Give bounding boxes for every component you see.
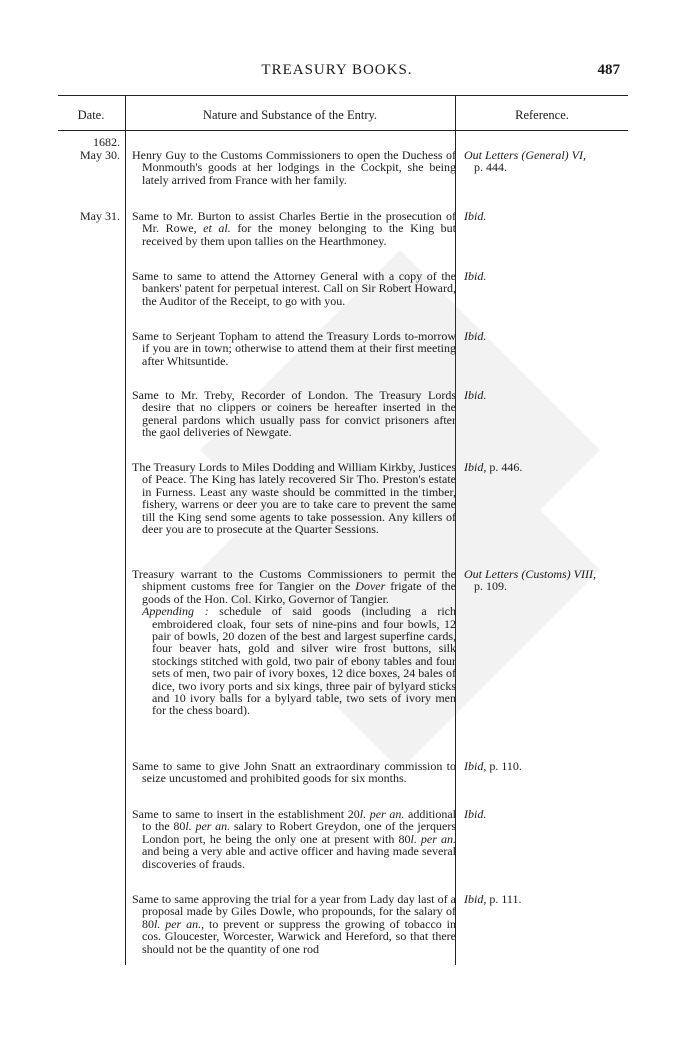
table-top-rule bbox=[58, 95, 628, 96]
column-header-reference: Reference. bbox=[515, 108, 569, 122]
entry-reference bbox=[464, 330, 634, 342]
entry-reference bbox=[464, 760, 634, 772]
entry-text-italic: per an. bbox=[191, 819, 231, 834]
entry-date: May 30. bbox=[80, 148, 120, 162]
entry-text: Same to same to give John Snatt an extraordinary commission to seize uncustomed and prohibited goods for six months. bbox=[132, 759, 456, 786]
entry-reference bbox=[464, 270, 634, 282]
entry-year: 1682. bbox=[93, 135, 120, 149]
appending-text: schedule of said goods (including a rich embroidered cloak, four sets of nine-pins and four bowls, 12 pair of bowls, 20 dozen of the best and largest superfine cards, four beaver hats, gold and silver wire frost buttons, silk stockings stitched with gold, two pair of ebony tables and four sets of men, two pair of ivory boxes, 12 dice boxes, 24 bales of dice, two ivory ports and six kings, three pair of bylyard sticks and 10 ivory balls for a bylyard table, two sets of ivory men for the chess board). bbox=[152, 604, 456, 718]
entry-text-part: salary to Robert Greydon, one of the jerquers London port, he being the only one at present with 80 bbox=[142, 819, 457, 846]
entry-text: Henry Guy to the Customs Commissioners to open the Duchess of Monmouth's goods at her lodgings in the Cockpit, she being lately arrived from France with her family. bbox=[132, 148, 456, 187]
reference-ibid: Ibid, bbox=[464, 892, 487, 906]
reference-ibid: Ibid. bbox=[464, 807, 487, 821]
column-header-nature: Nature and Substance of the Entry. bbox=[202, 108, 378, 122]
column-header-date: Date. bbox=[77, 108, 105, 122]
reference-page: p. 109. bbox=[474, 579, 507, 594]
entry-text: Same to Mr. Treby, Recorder of London. The Treasury Lords desire that no clippers or coiners be hereafter inserted in the general pardons which usually pass for convict prisoners after the gaol deliveries of Newgate. bbox=[132, 388, 456, 440]
reference-ibid: Ibid, bbox=[464, 759, 487, 773]
page-number: 487 bbox=[597, 62, 620, 78]
entry-reference bbox=[464, 461, 634, 473]
entry-reference bbox=[464, 568, 634, 593]
reference-page: p. 444. bbox=[474, 160, 507, 175]
entry-text-italic: per an. bbox=[366, 807, 405, 821]
entry-text-part: Same to same approving the trial for a year from Lady day last of a proposal made by Giles Dowle, who propounds, for the salary of 80 bbox=[132, 892, 456, 931]
entry-text-italic: et al. bbox=[203, 221, 231, 236]
reference-ibid: Ibid. bbox=[464, 269, 487, 283]
entry-text-part: frigate of the goods of the Hon. Col. Kirko, Governor of Tangier. bbox=[142, 579, 457, 606]
entry-text: Same to same to attend the Attorney General with a copy of the bankers' patent for perpetual interest. Call on Sir Robert Howard, the Auditor of the Receipt, to go with you. bbox=[132, 269, 456, 308]
entry-text: The Treasury Lords to Miles Dodding and William Kirkby, Justices of Peace. The King has lately recovered Sir Tho. Preston's estate in Furness. Least any waste should be committed in the timber, fishery, warrens or deer you are to take care to prevent the same till the King send some agents to take possession. Any killers of deer you are to prosecute at the Quarter Sessions. bbox=[132, 460, 456, 537]
entry-text-part: additional to the 80 bbox=[142, 807, 456, 834]
reference-ibid: Ibid. bbox=[464, 209, 487, 223]
entry-text bbox=[132, 210, 456, 247]
entry-reference bbox=[464, 149, 634, 174]
entry-text-part: Same to same to insert in the establishment 20 bbox=[132, 807, 360, 821]
entry-reference bbox=[464, 389, 634, 401]
running-head: TREASURY BOOKS. bbox=[261, 62, 413, 78]
reference-page: p. 446. bbox=[486, 460, 523, 474]
reference-source: Out Letters (General) VI, bbox=[464, 148, 586, 162]
entry-text-italic: l. bbox=[154, 916, 161, 931]
reference-page: p. 111. bbox=[486, 892, 522, 906]
entry-date: May 31. bbox=[80, 209, 120, 223]
reference-ibid: Ibid. bbox=[464, 329, 487, 343]
column-divider-left bbox=[125, 95, 126, 965]
entry-text-part: Treasury warrant to the Customs Commissioners to permit the shipment customs free for Tangier on the bbox=[132, 567, 456, 594]
entry-text-italic: per an. bbox=[160, 916, 202, 931]
entry-text-italic: l. bbox=[185, 819, 192, 834]
entry-text-part: for the money belonging to the King but received by them upon tallies on the Hearthmoney. bbox=[142, 221, 456, 248]
entry-text bbox=[132, 568, 456, 717]
entry-text-italic: Dover bbox=[355, 579, 386, 594]
header-bottom-rule bbox=[58, 130, 628, 131]
entry-reference bbox=[464, 808, 634, 820]
entry-text bbox=[132, 808, 456, 870]
reference-source: Out Letters (Customs) VIII, bbox=[464, 567, 596, 581]
entry-text: Same to Serjeant Topham to attend the Treasury Lords to-morrow if you are in town; otherwise to attend them at their first meeting after Whitsuntide. bbox=[132, 329, 456, 368]
entry-text-italic: per an. bbox=[416, 831, 456, 846]
reference-ibid: Ibid, bbox=[464, 460, 487, 474]
entry-text-italic: l. bbox=[410, 831, 417, 846]
entry-reference bbox=[464, 893, 634, 905]
entry-text-part: and being a very able and active officer and having made several discoveries of frauds. bbox=[142, 844, 456, 871]
entry-text-part: , to prevent or suppress the growing of tobacco in cos. Gloucester, Worcester, Warwick and Hereford, so that there should not be the quantity of one rod bbox=[142, 916, 456, 956]
appending-schedule bbox=[142, 605, 456, 717]
entry-text-italic: l. bbox=[359, 807, 367, 821]
appending-label: Appending : bbox=[142, 604, 209, 619]
reference-ibid: Ibid. bbox=[464, 388, 487, 402]
entry-text-part: Same to Mr. Burton to assist Charles Bertie in the prosecution of Mr. Rowe, bbox=[132, 209, 456, 236]
reference-page: p. 110. bbox=[486, 759, 522, 773]
entry-text bbox=[132, 893, 456, 955]
entry-reference bbox=[464, 210, 634, 222]
